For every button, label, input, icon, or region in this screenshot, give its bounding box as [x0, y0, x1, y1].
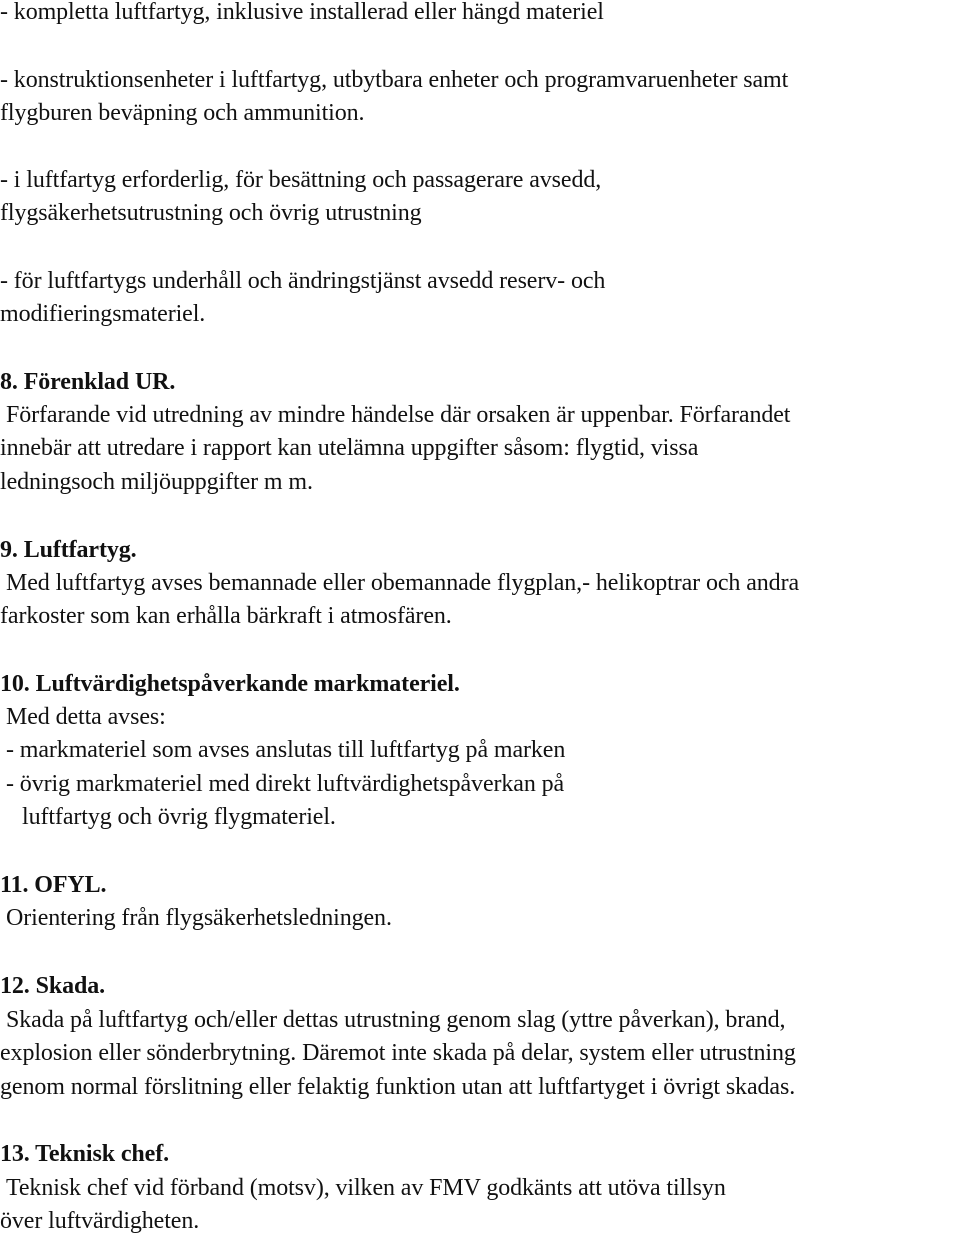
section-heading-12: 12. Skada. — [0, 973, 106, 999]
section-text-10: - markmateriel som avses anslutas till luftfartyg på marken — [6, 737, 566, 763]
section-text-13: över luftvärdigheten. — [0, 1208, 200, 1234]
section-text-12: genom normal förslitning eller felaktig funktion utan att luftfartyget i övrigt skadas. — [0, 1074, 796, 1100]
section-heading-9: 9. Luftfartyg. — [0, 537, 137, 563]
section-text-8: innebär att utredare i rapport kan utelämna uppgifter såsom: flygtid, vissa — [0, 435, 699, 461]
section-text-13: Teknisk chef vid förband (motsv), vilken av FMV godkänts att utöva tillsyn — [6, 1175, 726, 1201]
section-text-10: Med detta avses: — [6, 704, 166, 730]
list-item-continuation: flygburen beväpning och ammunition. — [0, 100, 365, 126]
section-text-8: ledningsoch miljöuppgifter m m. — [0, 469, 313, 495]
list-item: - i luftfartyg erforderlig, för besättning och passagerare avsedd, — [0, 167, 602, 193]
section-text-9: Med luftfartyg avses bemannade eller obemannade flygplan,- helikoptrar och andra — [6, 570, 800, 596]
list-item: - för luftfartygs underhåll och ändringstjänst avsedd reserv- och — [0, 268, 606, 294]
section-text-12: Skada på luftfartyg och/eller dettas utrustning genom slag (yttre påverkan), brand, — [6, 1007, 786, 1033]
section-heading-8: 8. Förenklad UR. — [0, 369, 176, 395]
section-heading-11: 11. OFYL. — [0, 872, 107, 898]
section-text-11: Orientering från flygsäkerhetsledningen. — [6, 905, 392, 931]
list-item: - konstruktionsenheter i luftfartyg, utbytbara enheter och programvaruenheter samt — [0, 67, 789, 93]
section-text-12: explosion eller sönderbrytning. Däremot inte skada på delar, system eller utrustning — [0, 1040, 796, 1066]
section-text-9: farkoster som kan erhålla bärkraft i atmosfären. — [0, 603, 452, 629]
list-item: - kompletta luftfartyg, inklusive installerad eller hängd materiel — [0, 0, 604, 25]
list-item-continuation: modifieringsmateriel. — [0, 301, 206, 327]
list-item-continuation: flygsäkerhetsutrustning och övrig utrustning — [0, 200, 422, 226]
section-text-10: luftfartyg och övrig flygmateriel. — [22, 804, 336, 830]
section-text-8: Förfarande vid utredning av mindre händelse där orsaken är uppenbar. Förfarandet — [6, 402, 791, 428]
section-heading-13: 13. Teknisk chef. — [0, 1141, 170, 1167]
section-heading-10: 10. Luftvärdighetspåverkande markmateriel. — [0, 671, 460, 697]
section-text-10: - övrig markmateriel med direkt luftvärdighetspåverkan på — [6, 771, 565, 797]
